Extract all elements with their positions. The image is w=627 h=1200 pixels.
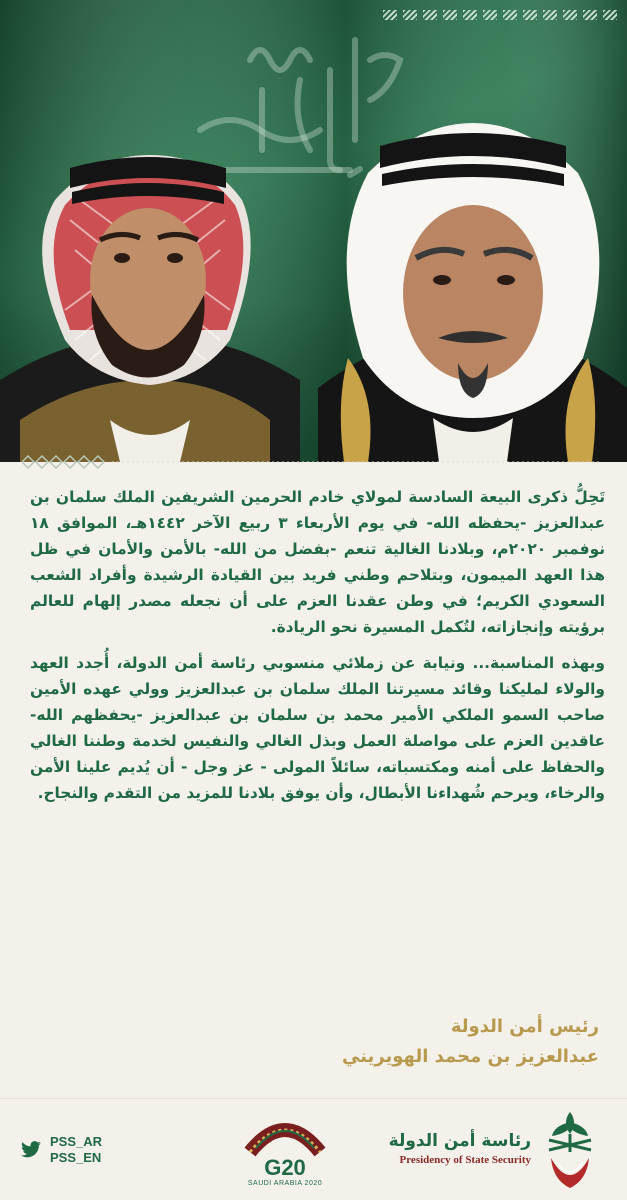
signature-name: عبدالعزيز بن محمد الهويريني xyxy=(342,1046,599,1067)
portrait-right xyxy=(318,108,627,462)
signature xyxy=(342,1012,599,1072)
handle-en[interactable]: PSS_EN xyxy=(50,1150,102,1165)
g20-logo xyxy=(244,1112,326,1192)
pss-name-arabic: رئاسة أمن الدولة xyxy=(388,1131,531,1151)
g20-emblem-icon xyxy=(244,1112,326,1158)
hero-banner xyxy=(0,0,627,462)
pss-emblem-icon xyxy=(537,1108,603,1192)
handle-ar[interactable]: PSS_AR xyxy=(50,1134,103,1149)
decorative-divider xyxy=(22,455,612,469)
twitter-bird-icon xyxy=(20,1141,42,1159)
g20-label: G20 xyxy=(264,1155,306,1180)
decorative-stripes xyxy=(383,10,617,20)
pss-name-english: Presidency of State Security xyxy=(399,1154,531,1166)
message-paragraph-1: تَحِلُّ ذكرى البيعة السادسة لمولاي خادم الحرمين الشريفين الملك سلمان بن عبدالعزيز -يحفظه الله- في يوم الأربعاء ٣ ربيع الآخر ١٤٤٢هـ، الموافق ١٨ نوفمبر ٢٠٢٠م، وبلادنا الغالية تنعم -بفضل من الله- بالأمن والأمان في ظل هذا العهد الميمون، وبتلاحم وطني فريد بين القيادة الرشيدة وأفراد الشعب السعودي الكريم؛ في وطن عقدنا العزم على أن نجعله مصدر إلهام للعالم برؤيته وإنجازاته، لتُكمل المسيرة نحو الريادة. xyxy=(30,488,605,636)
pss-wordmark xyxy=(389,1130,531,1166)
g20-subtitle: SAUDI ARABIA 2020 xyxy=(247,1180,323,1187)
signature-title: رئيس أمن الدولة xyxy=(450,1016,599,1037)
message-paragraph-2: وبهذه المناسبة... ونيابة عن زملائي منسوبي رئاسة أمن الدولة، أُجدد العهد والولاء لمليكنا وقائد مسيرتنا الملك سلمان بن عبدالعزيز وولي عهده الأمين صاحب السمو الملكي الأمير محمد بن سلمان بن عبدالعزيز -يحفظهم الله- عاقدين العزم على مواصلة العمل وبذل الغالي والنفيس لخدمة وطننا الغالي والحفاظ على أمنه ومكتسباته، سائلاً المولى - عز وجل - أن يُديم علينا الأمن والرخاء، ويرحم شُهداءنا الأبطال، وأن يوفق بلادنا للمزيد من التقدم والنجاح. xyxy=(30,654,605,802)
portrait-left xyxy=(0,120,300,462)
message-body xyxy=(30,484,605,816)
social-handles[interactable] xyxy=(20,1134,102,1166)
